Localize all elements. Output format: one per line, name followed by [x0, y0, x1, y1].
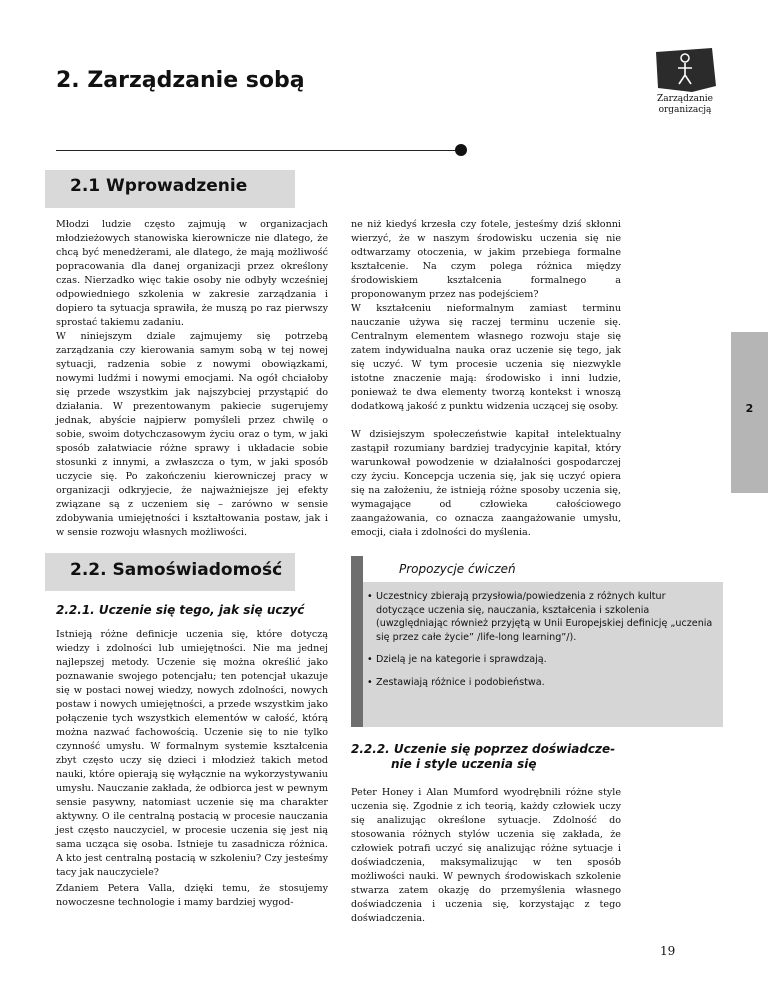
section-heading-introduction: 2.1 Wprowadzenie — [70, 176, 248, 196]
section-rule — [56, 150, 457, 151]
logo-caption: Zarządzanie organizacją — [657, 94, 713, 115]
right-paragraph-2: W kształceniu nieformalnym zamiast terminu nauczanie używa się raczej terminu uczenie się. Centralnym elementem własnego rozwoju staje się zatem indywidualna nauka oraz uczenie się tego, jak się uczyć. W tym procesie uczenia się niezwykle istotne znaczenie mają: środowisko i inni ludzie, ponieważ te dwa elementy tworzą kontekst i wnoszą dodatkową jakość z punktu widzenia uczącej się osoby. — [351, 303, 621, 412]
page-number: 19 — [660, 944, 676, 958]
vall-paragraph: Zdaniem Petera Valla, dzięki temu, że stosujemy nowoczesne technologie i mamy bardziej wygod- — [56, 883, 328, 908]
list-item: • Zestawiają różnice i podobieństwa. — [367, 676, 713, 690]
exercise-box-title: Propozycje ćwiczeń — [399, 562, 516, 576]
exercise-box-bar — [351, 556, 363, 727]
chapter-title: 2. Zarządzanie sobą — [56, 68, 305, 93]
list-item: • Dzielą je na kategorie i sprawdzają. — [367, 653, 713, 667]
rule-dot — [455, 144, 467, 156]
honey-mumford-paragraph: Peter Honey i Alan Mumford wyodrębnili różne style uczenia się. Zgodnie z ich teorią, każdy człowiek uczy się analizując określone sytuacje. Zdolność do stosowania różnych stylów uczenia się zakłada, że człowiek potrafi uczyć się analizując różne sytuacje i doświadczenia, maksymalizując w ten sposób możliwości nauki. W pewnych środowiskach szkolenie stwarza zatem okazję do przemyślenia własnego doświadczenia i uczenia się, korzystając z tego doświadczenia. — [351, 787, 621, 924]
chapter-side-tab-number: 2 — [745, 402, 754, 415]
right-paragraph-3: W dzisiejszym społeczeństwie kapitał intelektualny zastąpił rozumiany bardziej tradycyjnie kapitał, który warunkował powodzenie w działalności gospodarczej czy życiu. Koncepcja uczenia się, jak się uczyć opiera się na założeniu, że istnieją różne sposoby uczenia się, wymagające od człowieka całościowego zaangażowania, co oznacza zaangażowanie umysłu, emocji, ciała i zdolności do myślenia. — [351, 429, 621, 538]
right-paragraph-1: ne niż kiedyś krzesła czy fotele, jesteśmy dziś skłonni wierzyć, że w naszym środowisku uczenia się nie odtwarzamy otoczenia, w jakim przebiega formalne kształcenie. Na czym polega różnica między środowiskiem kształcenia formalnego a proponowanym przez nas podejściem? — [351, 219, 621, 300]
learning-paragraph: Istnieją różne definicje uczenia się, które dotyczą wiedzy i zdolności lub umiejętności. Nie ma jednej najlepszej metody. Uczenie się można określić jako poznawanie swojego potencjału; ten potencjał ukazuje się w postaci nowej wiedzy, nowych zdolności, nowych postaw i nowych umiejętności, a przede wszystkim jako połączenie tych wszystkich elementów w całość, którą można nazwać fachowością. Uczenie się to nie tylko czynność umysłu. W formalnym systemie kształcenia zbyt często uczy się dzieci i młodzież takich metod nauki, które opierają się wyłącznie na wykorzystywaniu umysłu. Nauczanie zakłada, że odbiorca jest w pewnym sensie pasywny, natomiast uczenie się ma charakter aktywny. O ile centralną postacią w procesie nauczania jest często nauczyciel, w procesie uczenia się jest nią sama ucząca się osoba. Istnieje tu zasadnicza różnica. A kto jest centralną postacią w szkoleniu? Czy jesteśmy tacy jak nauczyciele? — [56, 629, 328, 878]
section-heading-self-awareness: 2.2. Samoświadomość — [70, 560, 283, 580]
exercise-list — [367, 590, 713, 698]
person-figure-icon — [652, 48, 718, 92]
list-item: • Uczestnicy zbierają przysłowia/powiedzenia z różnych kultur dotyczące uczenia się, nauczania, kształcenia i szkolenia (uwzględniając również przyjętą w Unii Europejskiej definicję „uczenia się przez całe życie” /life-long learning”/). — [367, 590, 713, 644]
subsection-heading-learning-to-learn: 2.2.1. Uczenie się tego, jak się uczyć — [56, 603, 305, 617]
intro-paragraph-2: W niniejszym dziale zajmujemy się potrzebą zarządzania czy kierowania samym sobą w tej nowej sytuacji, radzenia sobie z nowymi obowiązkami, nowymi ludźmi i nowymi emocjami. Na ogół chciałoby się przede wszystkim jak najszybciej przystąpić do działania. W prezentowanym pakiecie sugerujemy jednak, abyście najpierw pomyśleli przez chwilę o sobie, swoim dotychczasowym życiu oraz o tym, w jaki sposób załatwiacie różne sprawy i układacie sobie stosunki z innymi, a zwłaszcza o tym, w jaki sposób uczycie się. Po zakończeniu kierowniczej pracy w organizacji odkryjecie, że najważniejsze jej efekty związane są z uczeniem się – zarówno w sensie zdobywania umiejętności i kształtowania postaw, jak i w sensie rozwoju własnych możliwości. — [56, 331, 328, 538]
intro-paragraph-1: Młodzi ludzie często zajmują w organizacjach młodzieżowych stanowiska kierownicze nie dlatego, że chcą być menedżerami, ale dlatego, że mają możliwość popracowania dla danej organizacji przez określony czas. Nierzadko więc takie osoby nie odbyły wcześniej odpowiedniego szkolenia w zakresie zarządzania i dopiero ta sytuacja sprawiła, że muszą po raz pierwszy sprostać takiemu zadaniu. — [56, 219, 328, 328]
subsection-heading-experiential-learning: 2.2.2. Uczenie się poprzez doświadcze- nie i style uczenia się — [351, 742, 616, 771]
